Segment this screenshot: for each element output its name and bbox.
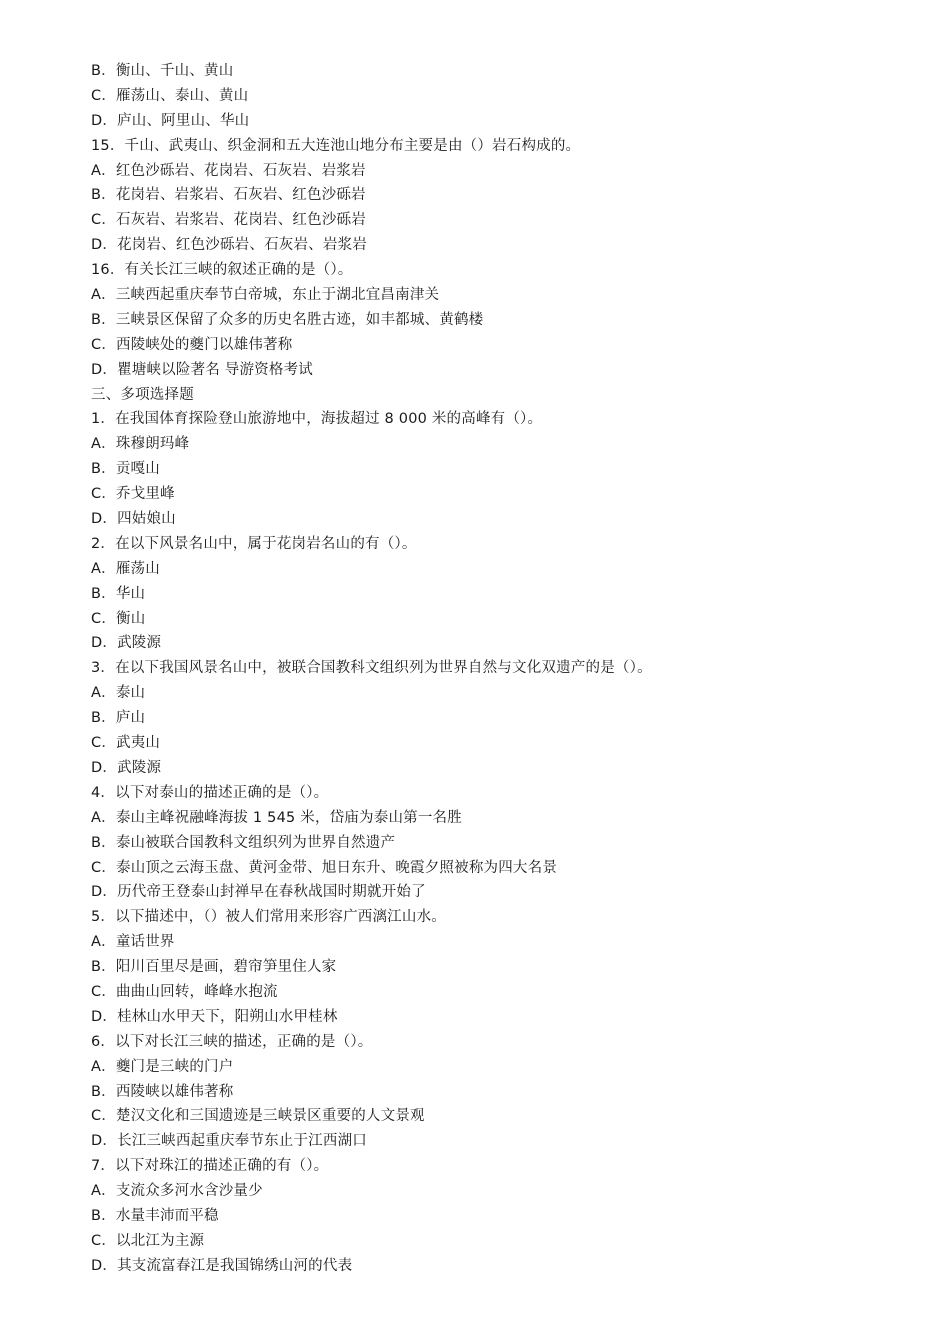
option-line: C．武夷山 <box>91 735 161 752</box>
question-line: 1．在我国体育探险登山旅游地中，海拔超过 8 000 米的高峰有（）。 <box>91 411 543 428</box>
option-line: B．花岗岩、岩浆岩、石灰岩、红色沙砾岩 <box>91 187 366 204</box>
option-line: A．泰山 <box>91 685 146 702</box>
option-line: C．雁荡山、泰山、黄山 <box>91 87 249 104</box>
question-line: 6．以下对长江三峡的描述，正确的是（）。 <box>91 1033 373 1050</box>
option-line: B．阳川百里尽是画，碧帘笋里住人家 <box>91 959 337 976</box>
question-line: 2．在以下风景名山中，属于花岗岩名山的有（）。 <box>91 535 417 552</box>
option-line: C．曲曲山回转，峰峰水抱流 <box>91 983 278 1000</box>
option-line: C．泰山顶之云海玉盘、黄河金带、旭日东升、晚霞夕照被称为四大名景 <box>91 859 558 876</box>
option-line: D．武陵源 <box>91 759 162 776</box>
question-line: 16．有关长江三峡的叙述正确的是（）。 <box>91 262 353 279</box>
option-line: A．雁荡山 <box>91 560 160 577</box>
question-line: 15．千山、武夷山、织金洞和五大连池山地分布主要是由（）岩石构成的。 <box>91 137 581 154</box>
option-line: A．童话世界 <box>91 934 175 951</box>
option-line: D．桂林山水甲天下，阳朔山水甲桂林 <box>91 1008 338 1025</box>
option-line: C．以北江为主源 <box>91 1232 205 1249</box>
option-line: B．华山 <box>91 585 146 602</box>
option-line: B．三峡景区保留了众多的历史名胜古迹，如丰都城、黄鹤楼 <box>91 311 484 328</box>
question-line: 5．以下描述中，（）被人们常用来形容广西漓江山水。 <box>91 909 446 926</box>
document-page <box>91 59 891 1279</box>
section-heading: 三、多项选择题 <box>91 386 194 403</box>
option-line: D．庐山、阿里山、华山 <box>91 112 250 129</box>
option-line: D．四姑娘山 <box>91 511 176 528</box>
option-line: B．贡嘎山 <box>91 461 160 478</box>
question-line: 7．以下对珠江的描述正确的有（）。 <box>91 1158 329 1175</box>
option-line: D．历代帝王登泰山封禅早在春秋战国时期就开始了 <box>91 884 426 901</box>
option-line: D．其支流富春江是我国锦绣山河的代表 <box>91 1257 353 1274</box>
question-line: 4．以下对泰山的描述正确的是（）。 <box>91 784 329 801</box>
option-line: A．红色沙砾岩、花岗岩、石灰岩、岩浆岩 <box>91 162 366 179</box>
option-line: A．珠穆朗玛峰 <box>91 436 190 453</box>
option-line: D．长江三峡西起重庆奉节东止于江西湖口 <box>91 1133 367 1150</box>
option-line: B．西陵峡以雄伟著称 <box>91 1083 234 1100</box>
option-line: D．花岗岩、红色沙砾岩、石灰岩、岩浆岩 <box>91 237 367 254</box>
option-line: A．夔门是三峡的门户 <box>91 1058 234 1075</box>
option-line: A．支流众多河水含沙量少 <box>91 1183 263 1200</box>
question-line: 3．在以下我国风景名山中，被联合国教科文组织列为世界自然与文化双遗产的是（）。 <box>91 660 652 677</box>
option-line: C．衡山 <box>91 610 146 627</box>
option-line: A．三峡西起重庆奉节白帝城，东止于湖北宜昌南津关 <box>91 287 440 304</box>
option-line: C．乔戈里峰 <box>91 486 175 503</box>
option-line: D．瞿塘峡以险著名 导游资格考试 <box>91 361 313 378</box>
option-line: B．庐山 <box>91 710 146 727</box>
option-line: C．西陵峡处的夔门以雄伟著称 <box>91 336 293 353</box>
option-line: C．楚汉文化和三国遗迹是三峡景区重要的人文景观 <box>91 1108 425 1125</box>
option-line: D．武陵源 <box>91 635 162 652</box>
option-line: A．泰山主峰祝融峰海拔 1 545 米，岱庙为泰山第一名胜 <box>91 809 462 826</box>
option-line: B．泰山被联合国教科文组织列为世界自然遗产 <box>91 834 396 851</box>
option-line: C．石灰岩、岩浆岩、花岗岩、红色沙砾岩 <box>91 212 366 229</box>
option-line: B．水量丰沛而平稳 <box>91 1207 219 1224</box>
option-line: B．衡山、千山、黄山 <box>91 63 234 79</box>
